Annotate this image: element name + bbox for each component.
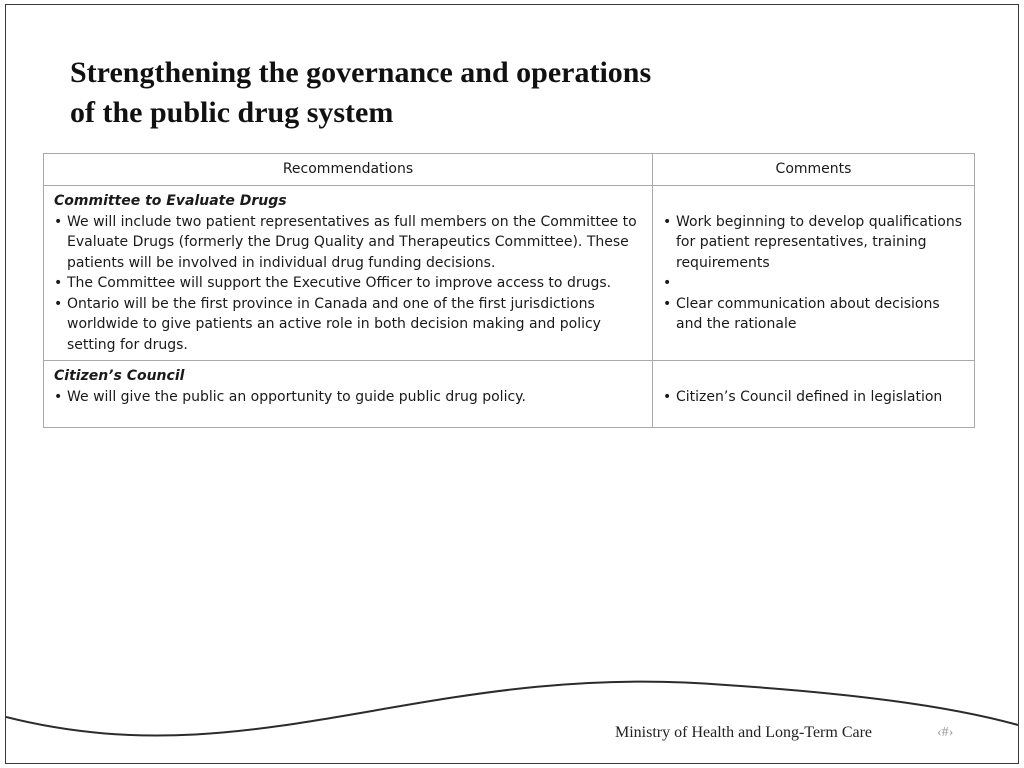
section-title: Committee to Evaluate Drugs	[54, 193, 287, 209]
section-title: Citizen’s Council	[54, 368, 185, 384]
recommendation-item: • We will include two patient representatives as full members on the Committee to Evaluate Drugs (formerly the Drug Quality and Therapeutics Committee). These patients will be involved in individual drug funding decisions.	[54, 212, 642, 274]
comment-item: • Work beginning to develop qualifications for patient representatives, training requirements	[663, 212, 964, 274]
recommendation-item: • Ontario will be the first province in Canada and one of the first jurisdictions worldwide to give patients an active role in both decision making and policy setting for drugs.	[54, 294, 642, 356]
comment-item: • Clear communication about decisions and the rationale	[663, 294, 964, 335]
slide	[5, 4, 1019, 764]
recommendation-item: • We will give the public an opportunity to guide public drug policy.	[54, 387, 642, 408]
title-line-2: of the public drug system	[70, 96, 394, 129]
recommendation-item: • The Committee will support the Executive Officer to improve access to drugs.	[54, 273, 642, 294]
header-comments: Comments	[653, 154, 975, 186]
page-number: ‹#›	[937, 725, 954, 740]
header-recommendations: Recommendations	[44, 154, 653, 186]
title-line-1: Strengthening the governance and operations	[70, 56, 652, 89]
footer-wave-decoration	[6, 5, 1018, 763]
comment-item: • Citizen’s Council defined in legislation	[663, 387, 964, 408]
ministry-name: Ministry of Health and Long-Term Care	[615, 724, 873, 741]
